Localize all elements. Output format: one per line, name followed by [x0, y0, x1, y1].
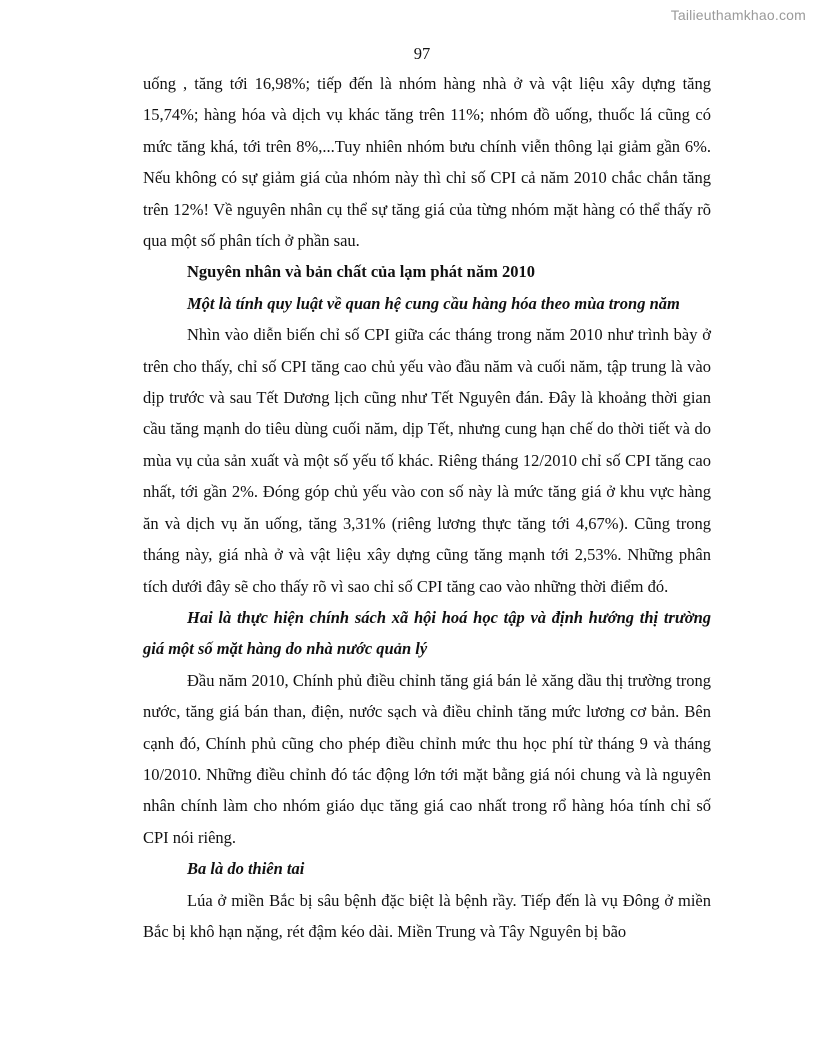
section-heading: Nguyên nhân và bản chất của lạm phát năm 2010	[187, 262, 535, 282]
document-body	[143, 68, 711, 947]
subheading-2: Hai là thực hiện chính sách xã hội hoá học tập và định hướng thị trường giá một số mặt hàng do nhà nước quản lý	[143, 607, 711, 659]
paragraph-2: Nhìn vào diễn biến chỉ số CPI giữa các tháng trong năm 2010 như trình bày ở trên cho thấy, chỉ số CPI tăng cao chủ yếu vào đầu năm và cuối năm, tập trung là vào dịp trước và sau Tết Dương lịch cũng như Tết Nguyên đán. Đây là khoảng thời gian cầu tăng mạnh do tiêu dùng cuối năm, dịp Tết, nhưng cung hạn chế do thời tiết và do mùa vụ của sản xuất và một số yếu tố khác. Riêng tháng 12/2010 chỉ số CPI tăng cao nhất, tới gần 2%. Đóng góp chủ yếu vào con số này là mức tăng giá ở khu vực hàng ăn và dịch vụ ăn uống, tăng 3,31% (riêng lương thực tăng tới 4,67%). Cũng trong tháng này, giá nhà ở và vật liệu xây dựng cũng tăng mạnh tới 2,53%. Những phân tích dưới đây sẽ cho thấy rõ vì sao chỉ số CPI tăng cao vào những thời điểm đó.	[143, 325, 711, 596]
page-number: 97	[413, 44, 431, 63]
paragraph-1: uống , tăng tới 16,98%; tiếp đến là nhóm hàng nhà ở và vật liệu xây dựng tăng 15,74%; hàng hóa và dịch vụ khác tăng trên 11%; nhóm đồ uống, thuốc lá cũng có mức tăng khá, tới trên 8%,...Tuy nhiên nhóm bưu chính viễn thông lại giảm gần 6%. Nếu không có sự giảm giá của nhóm này thì chỉ số CPI cả năm 2010 chắc chắn tăng trên 12%! Về nguyên nhân cụ thể sự tăng giá của từng nhóm mặt hàng có thể thấy rõ qua một số phân tích ở phần sau.	[143, 74, 711, 251]
subheading-3: Ba là do thiên tai	[187, 859, 305, 879]
paragraph-4: Lúa ở miền Bắc bị sâu bệnh đặc biệt là bệnh rầy. Tiếp đến là vụ Đông ở miền Bắc bị khô hạn nặng, rét đậm kéo dài. Miền Trung và Tây Nguyên bị bão	[143, 890, 711, 941]
watermark-text: Tailieuthamkhao.com	[670, 7, 806, 23]
subheading-1: Một là tính quy luật về quan hệ cung cầu hàng hóa theo mùa trong năm	[187, 293, 680, 313]
paragraph-3: Đầu năm 2010, Chính phủ điều chỉnh tăng giá bán lẻ xăng dầu thị trường trong nước, tăng giá bán than, điện, nước sạch và điều chỉnh tăng mức lương cơ bản. Bên cạnh đó, Chính phủ cũng cho phép điều chỉnh mức thu học phí từ tháng 9 và tháng 10/2010. Những điều chỉnh đó tác động lớn tới mặt bằng giá nói chung và là nguyên nhân chính làm cho nhóm giáo dục tăng giá cao nhất trong rổ hàng hóa tính chỉ số CPI nói riêng.	[143, 670, 711, 847]
